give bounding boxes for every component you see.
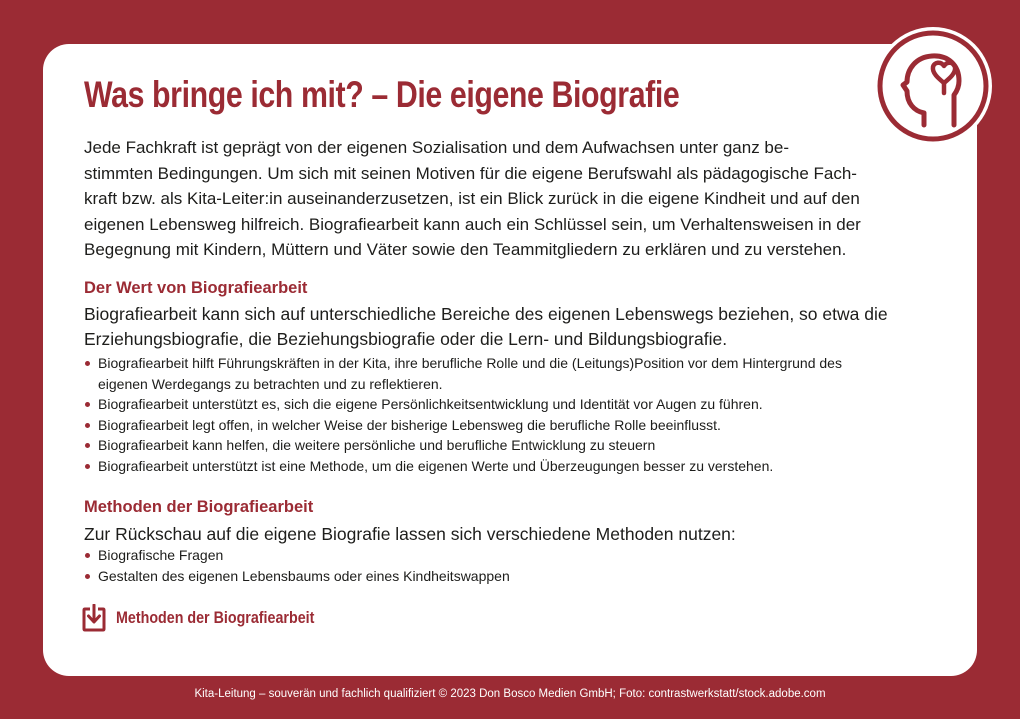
section-lead-methods: Zur Rückschau auf die eigene Biografie lassen sich verschiedene Methoden nutzen: <box>84 524 736 544</box>
intro-line: kraft bzw. als Kita-Leiter:in auseinanderzusetzen, ist ein Blick zurück in die eigene Kindheit und auf den <box>84 189 860 208</box>
intro-line: Begegnung mit Kindern, Müttern und Väter sowie den Teammitgliedern zu erklären und zu verstehen. <box>84 240 847 259</box>
methods-bullet-list <box>84 545 510 586</box>
list-item: Biografische Fragen <box>84 545 510 566</box>
list-item: Biografiearbeit kann helfen, die weitere persönliche und berufliche Entwicklung zu steuern <box>84 435 842 456</box>
section-lead-value <box>84 302 888 351</box>
intro-line: stimmten Bedingungen. Um sich mit seinen Motiven für die eigene Berufswahl als pädagogische Fach- <box>84 163 857 183</box>
head-heart-icon <box>874 27 992 145</box>
list-item: Biografiearbeit unterstützt es, sich die eigene Persönlichkeitsentwicklung und Identität vor Augen zu führen. <box>84 394 842 415</box>
list-item: Biografiearbeit legt offen, in welcher Weise der bisherige Lebensweg die berufliche Rolle beeinflusst. <box>84 415 842 436</box>
list-item: Biografiearbeit unterstützt ist eine Methode, um die eigenen Werte und Überzeugungen besser zu verstehen. <box>84 456 842 477</box>
lead-line: Biografiearbeit kann sich auf unterschiedliche Bereiche des eigenen Lebenswegs beziehen, so etwa die <box>84 304 888 324</box>
list-item: Gestalten des eigenen Lebensbaums oder eines Kindheitswappen <box>84 566 510 587</box>
download-link-label: Methoden der Biografiearbeit <box>116 608 315 627</box>
list-item: Biografiearbeit hilft Führungskräften in der Kita, ihre berufliche Rolle und die (Leitungs)Position vor dem Hintergrund des eigenen Werdegangs zu betrachten und zu reflektieren. <box>84 353 842 394</box>
intro-line: eigenen Lebensweg hilfreich. Biografiearbeit kann auch ein Schlüssel sein, um Verhaltensweisen in der <box>84 214 861 234</box>
intro-line: Jede Fachkraft ist geprägt von der eigenen Sozialisation und dem Aufwachsen unter ganz be- <box>84 138 789 157</box>
download-icon <box>82 604 106 632</box>
section-heading-value: Der Wert von Biografiearbeit <box>84 279 308 297</box>
lead-line: Erziehungsbiografie, die Beziehungsbiografie oder die Lern- und Bildungsbiografie. <box>84 328 728 349</box>
methods-download-link[interactable] <box>82 604 352 632</box>
intro-paragraph <box>84 135 924 263</box>
section-heading-methods: Methoden der Biografiearbeit <box>84 498 314 516</box>
page-title: Was bringe ich mit? – Die eigene Biografie <box>84 74 680 115</box>
head-heart-badge <box>874 27 992 145</box>
value-bullet-list <box>84 353 842 477</box>
footer-credit: Kita-Leitung – souverän und fachlich qualifiziert © 2023 Don Bosco Medien GmbH; Foto: contrastwerkstatt/stock.adobe.com <box>194 688 826 700</box>
